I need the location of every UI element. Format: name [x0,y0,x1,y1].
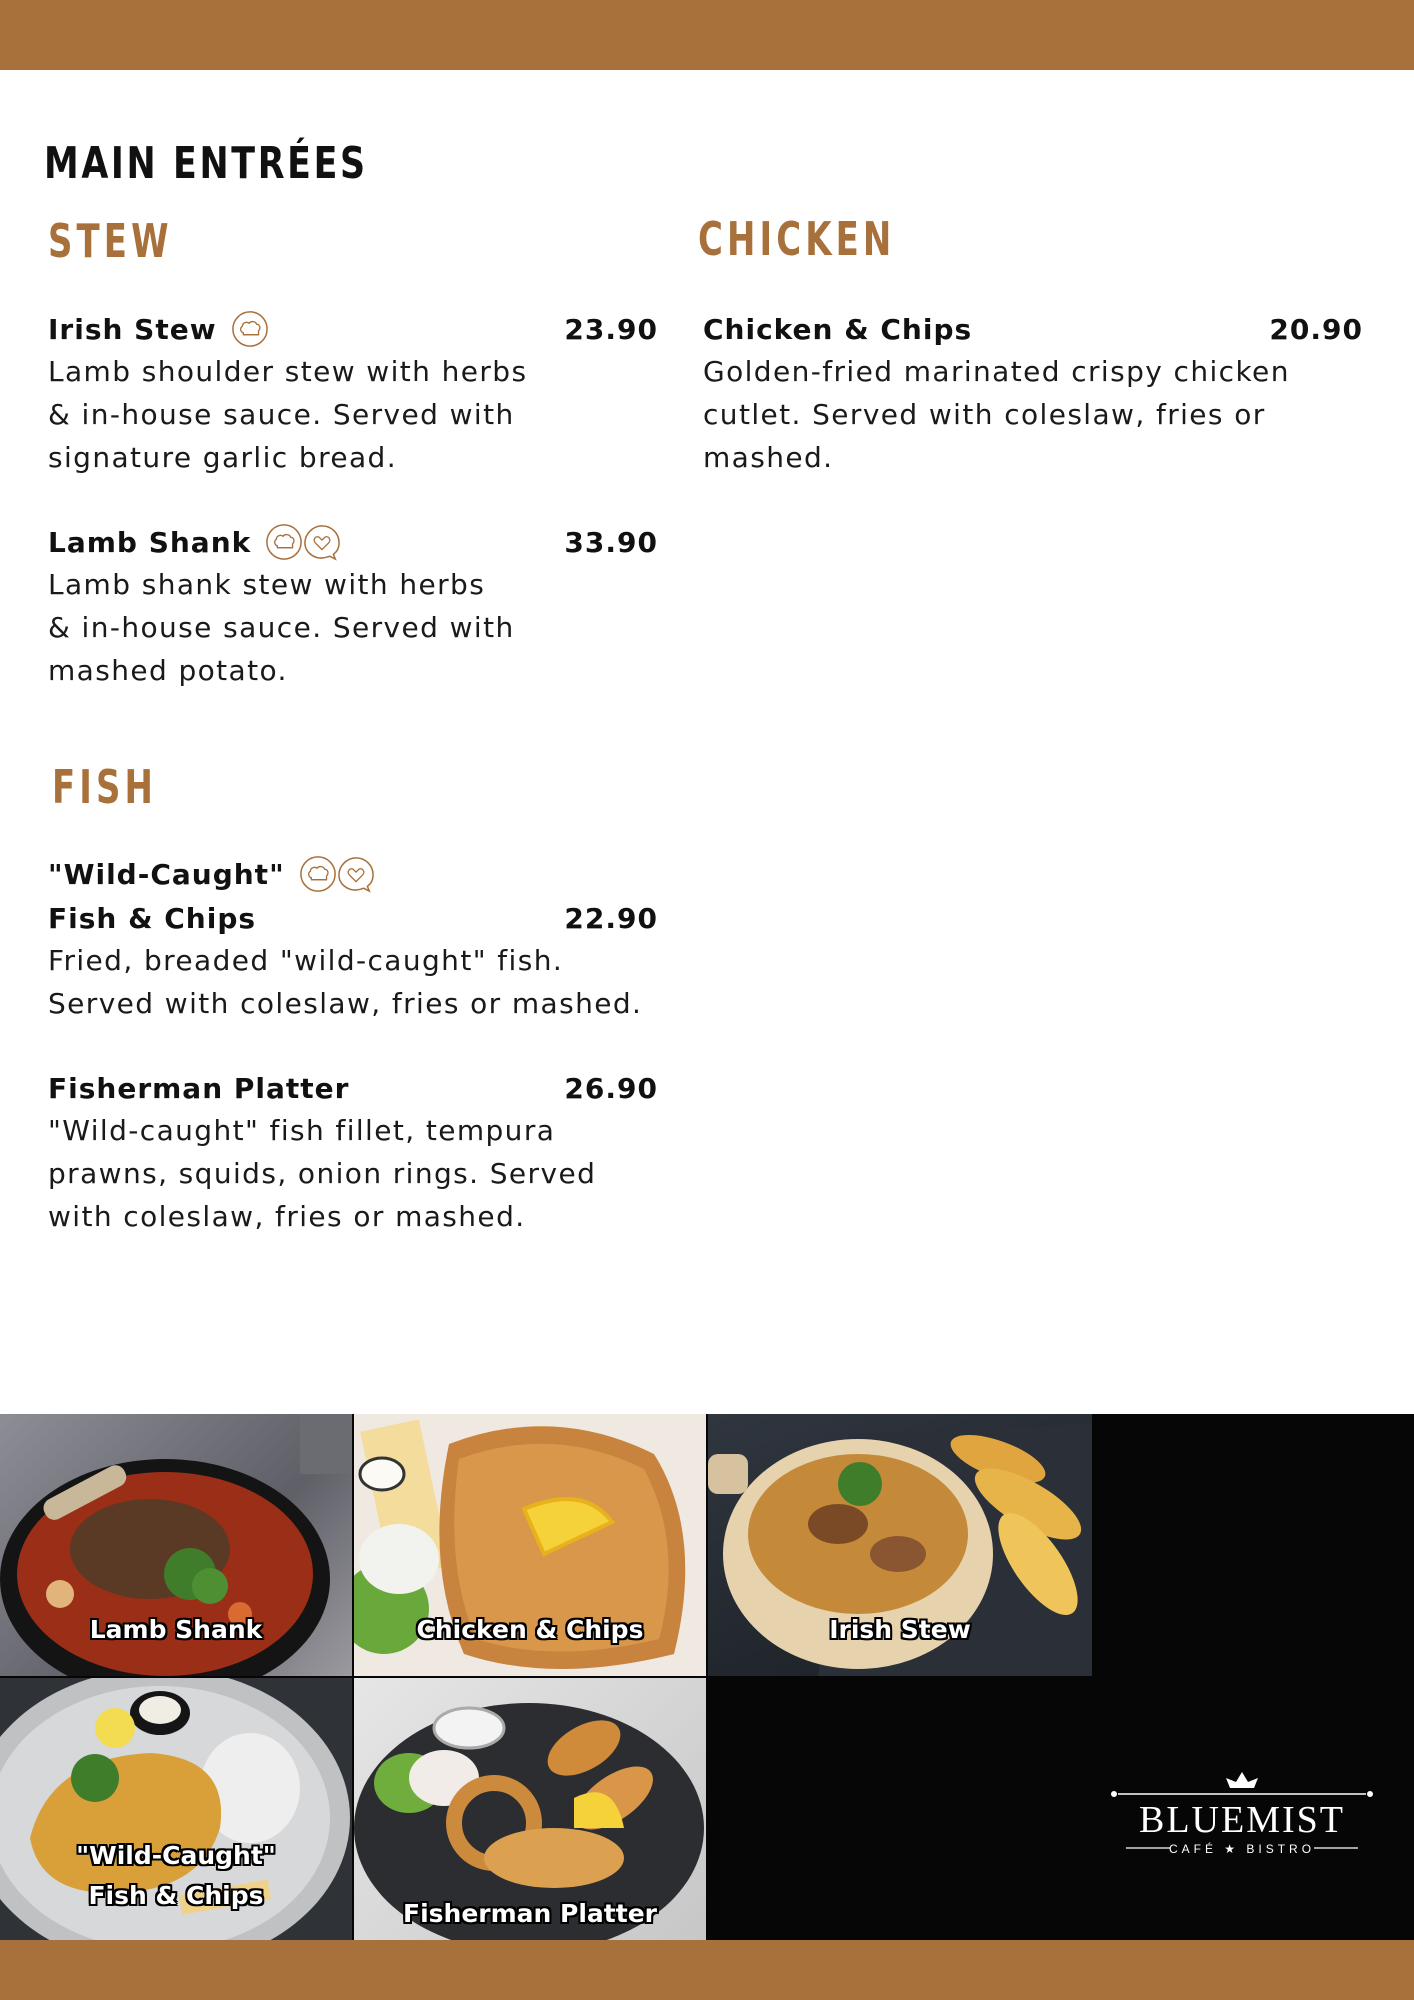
page-title: MAIN ENTRÉES [44,138,368,189]
photo-caption-line: Fish & Chips [88,1881,264,1910]
section-title-stew: STEW [48,214,173,268]
photo-caption: Irish Stew [829,1615,971,1644]
desc-line: mashed. [703,441,834,474]
photo-caption: Fisherman Platter [403,1899,657,1928]
desc-line: Lamb shank stew with herbs [48,568,486,601]
chef-hat-icon [299,855,337,893]
photo-irish-stew [708,1414,1092,1676]
menu-item-lamb-shank [48,520,658,692]
photo-caption-line: "Wild-Caught" [76,1841,276,1870]
desc-line: cutlet. Served with coleslaw, fries or [703,398,1266,431]
photo-wild-caught-fish-and-chips [0,1678,352,1940]
item-description [48,563,658,692]
photo-caption: Lamb Shank [89,1615,263,1644]
svg-text:BLUEMIST: BLUEMIST [1139,1799,1345,1841]
item-price: 20.90 [1269,312,1363,346]
bluemist-logo-mark [1108,1770,1376,1870]
item-name-row [48,523,341,561]
photo-chicken-and-chips [354,1414,706,1676]
item-name: Chicken & Chips [703,312,973,346]
desc-line: mashed potato. [48,654,288,687]
bluemist-logo [1108,1770,1376,1870]
chef-hat-icon [231,310,269,348]
bottom-accent-band [0,1940,1414,2000]
menu-item-irish-stew [48,307,658,479]
item-name: Lamb Shank [48,525,252,559]
photo-lamb-shank [0,1414,352,1676]
chef-hat-icon [265,523,303,561]
item-description [48,350,658,479]
desc-line: with coleslaw, fries or mashed. [48,1200,526,1233]
item-price: 23.90 [564,312,658,346]
section-title-chicken: CHICKEN [698,212,896,266]
item-name: Irish Stew [48,312,217,346]
desc-line: Golden-fried marinated crispy chicken [703,355,1290,388]
section-title-fish: FISH [52,760,158,814]
menu-item-chicken-and-chips [703,307,1363,479]
desc-line: Lamb shoulder stew with herbs [48,355,528,388]
item-name-row [48,310,269,348]
item-description [703,350,1363,479]
heart-icon [303,523,341,561]
item-description [48,939,658,1025]
desc-line: "Wild-caught" fish fillet, tempura [48,1114,556,1147]
desc-line: prawns, squids, onion rings. Served [48,1157,597,1190]
menu-item-wild-caught-fish-and-chips [48,852,658,1025]
item-price: 33.90 [564,525,658,559]
desc-line: & in-house sauce. Served with [48,398,515,431]
item-name-line1: "Wild-Caught" [48,857,285,891]
item-name: Fisherman Platter [48,1071,350,1105]
desc-line: & in-house sauce. Served with [48,611,515,644]
photo-caption: Chicken & Chips [416,1615,644,1644]
desc-line: Served with coleslaw, fries or mashed. [48,987,643,1020]
item-name: Fish & Chips [48,901,257,935]
item-price: 26.90 [564,1071,658,1105]
heart-icon [337,855,375,893]
item-description [48,1109,658,1238]
photo-fisherman-platter [354,1678,706,1940]
top-accent-band [0,0,1414,70]
menu-item-fisherman-platter [48,1066,658,1238]
desc-line: signature garlic bread. [48,441,398,474]
svg-text:CAFÉ ★ BISTRO: CAFÉ ★ BISTRO [1168,1842,1316,1856]
item-price: 22.90 [564,901,658,935]
desc-line: Fried, breaded "wild-caught" fish. [48,944,564,977]
item-name-row [48,855,375,893]
